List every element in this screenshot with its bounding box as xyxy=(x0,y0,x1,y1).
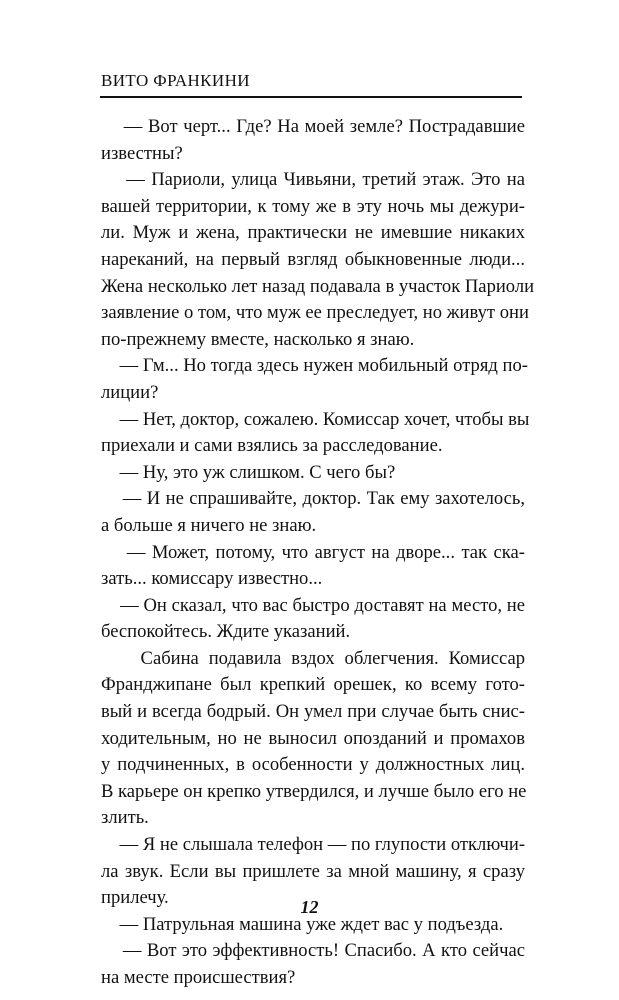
text-line: зать... комиссару известно... xyxy=(101,568,323,590)
text-line: — Патрульная машина уже ждет вас у подъезда. xyxy=(101,913,504,935)
text-line: — Вот это эффективность! Спасибо. А кто сейчас xyxy=(101,940,525,962)
text-line: беспокойтесь. Ждите указаний. xyxy=(101,621,351,643)
text-line: Франджипане был крепкий орешек, ко всему гото- xyxy=(101,674,525,696)
text-line: — Гм... Но тогда здесь нужен мобильный отряд по- xyxy=(101,355,528,377)
header-rule xyxy=(100,96,522,98)
text-line: злить. xyxy=(101,807,149,829)
text-line: ходительным, но не выносил опозданий и промахов xyxy=(101,727,525,749)
text-line: — Я не слышала телефон — по глупости отключи- xyxy=(101,834,526,856)
text-line: Сабина подавила вздох облегчения. Комиссар xyxy=(101,647,525,669)
text-line: — Париоли, улица Чивьяни, третий этаж. Это на xyxy=(101,169,525,191)
text-line: — Вот черт... Где? На моей земле? Пострадавшие xyxy=(101,116,525,137)
text-line: приехали и сами взялись за расследование. xyxy=(101,435,443,457)
text-line: нареканий, на первый взгляд обыкновенные люди... xyxy=(101,248,525,270)
text-line: — Может, потому, что август на дворе... так ска- xyxy=(101,541,525,563)
text-line: — Ну, это уж слишком. С чего бы? xyxy=(101,461,396,483)
text-line: по-прежнему вместе, насколько я знаю. xyxy=(101,328,415,350)
text-line: — И не спрашивайте, доктор. Так ему захотелось, xyxy=(101,488,525,510)
text-line: — Он сказал, что вас быстро доставят на место, не xyxy=(101,594,525,616)
page-number: 12 xyxy=(300,897,319,917)
text-line: на месте происшествия? xyxy=(101,967,296,988)
text-line: а больше я ничего не знаю. xyxy=(101,514,317,536)
text-line: В карьере он крепко утвердился, и лучше было его не xyxy=(101,780,527,802)
text-line: известны? xyxy=(101,142,183,164)
text-line: заявление о том, что муж ее преследует, но живут они xyxy=(101,302,529,324)
body-text xyxy=(101,114,535,992)
text-line: прилечу. xyxy=(101,887,169,909)
text-line: — Нет, доктор, сожалею. Комиссар хочет, чтобы вы xyxy=(101,408,530,430)
text-line: Жена несколько лет назад подавала в участок Париоли xyxy=(101,275,535,297)
text-line: у подчиненных, в особенности у должностных лиц. xyxy=(101,754,525,776)
text-line: ла звук. Если вы пришлете за мной машину, я сразу xyxy=(101,860,525,882)
text-line: ли. Муж и жена, практически не имевшие никаких xyxy=(101,222,525,244)
text-line: вашей территории, к тому же в эту ночь мы дежури- xyxy=(101,195,525,217)
running-header: ВИТО ФРАНКИНИ xyxy=(101,71,250,90)
text-line: лиции? xyxy=(101,381,159,403)
text-line: вый и всегда бодрый. Он умел при случае быть снис- xyxy=(101,701,525,723)
